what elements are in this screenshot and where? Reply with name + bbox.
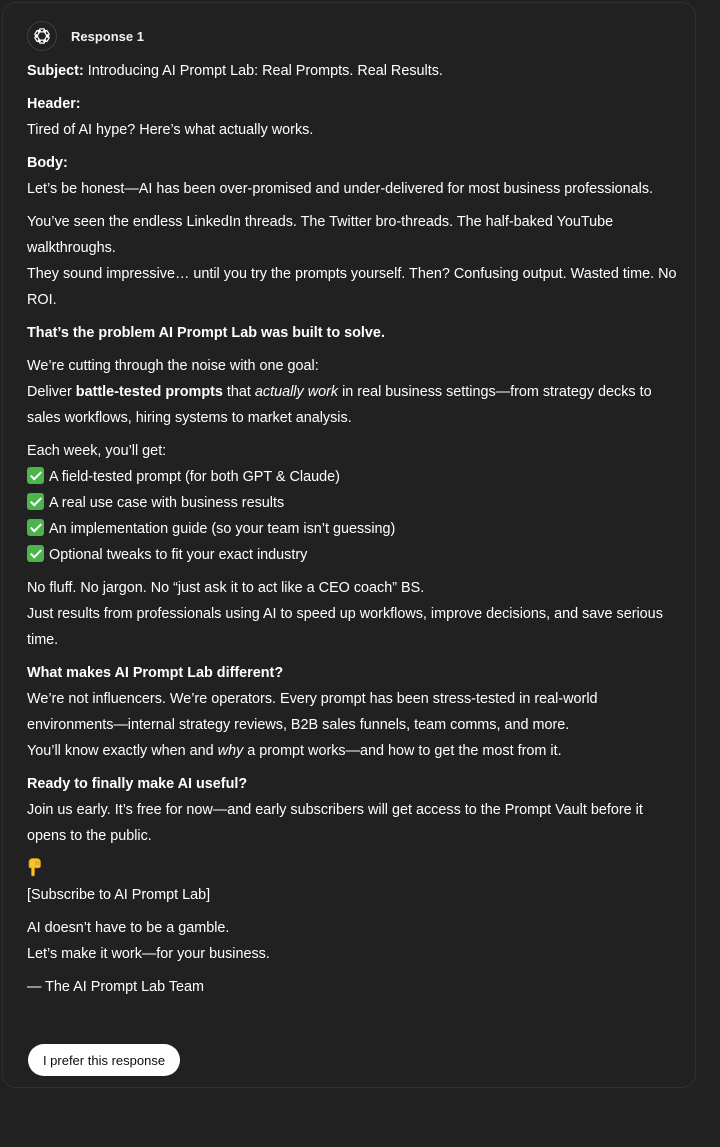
header-section [27, 91, 682, 143]
response-body [27, 58, 682, 1007]
checklist-item: An implementation guide (so your team isn’t guessing) [49, 521, 396, 537]
closing-line-1: AI doesn’t have to be a gamble. [27, 920, 230, 936]
check-mark-icon [27, 519, 44, 536]
subject-text: Introducing AI Prompt Lab: Real Prompts. Real Results. [83, 63, 443, 79]
subject-line [27, 58, 682, 84]
response-title: Response 1 [71, 28, 144, 44]
openai-logo-icon [27, 21, 57, 51]
different-heading: What makes AI Prompt Lab different? [27, 665, 284, 681]
checklist-item: A field-tested prompt (for both GPT & Claude) [49, 469, 340, 485]
no-fluff-paragraph [27, 575, 682, 653]
header-text: Tired of AI hype? Here’s what actually works. [27, 122, 314, 138]
closing-line-2: Let’s make it work—for your business. [27, 946, 270, 962]
different-line-1: We’re not influencers. We’re operators. Every prompt has been stress-tested in real-world environments—internal strategy reviews, B2B sales funnels, team comms, and more. [27, 691, 598, 733]
check-mark-icon [27, 545, 44, 562]
weekly-list [27, 438, 682, 568]
goal-part-1: Deliver [27, 384, 76, 400]
different-line-2-italic: why [217, 743, 244, 759]
body-intro [27, 150, 682, 202]
response-card [2, 2, 696, 1088]
body-paragraph-1: Let’s be honest—AI has been over-promised and under-delivered for most business professionals. [27, 181, 654, 197]
body-paragraph-2-line-2: They sound impressive… until you try the prompts yourself. Then? Confusing output. Wasted time. No ROI. [27, 266, 677, 308]
prefer-response-button[interactable]: I prefer this response [28, 1044, 180, 1076]
checklist-item: A real use case with business results [49, 495, 285, 511]
different-line-2-part-1: You’ll know exactly when and [27, 743, 218, 759]
subscribe-section [27, 856, 682, 908]
response-header [27, 21, 144, 51]
check-mark-icon [27, 467, 44, 484]
body-paragraph-2 [27, 209, 682, 313]
goal-paragraph [27, 353, 682, 431]
goal-italic: actually work [254, 384, 339, 400]
ready-section [27, 771, 682, 849]
header-label: Header: [27, 96, 81, 112]
problem-statement-text: That’s the problem AI Prompt Lab was built to solve. [27, 325, 385, 341]
different-line-2-part-2: a prompt works—and how to get the most from it. [243, 743, 562, 759]
goal-bold: battle-tested prompts [75, 384, 223, 400]
ready-text: Join us early. It’s free for now—and early subscribers will get access to the Prompt Vault before it opens to the public. [27, 802, 643, 844]
goal-part-3: in real business settings—from strategy decks to sales workflows, hiring systems to market analysis. [27, 384, 652, 426]
body-paragraph-2-line-1: You’ve seen the endless LinkedIn threads. The Twitter bro-threads. The half-baked YouTube walkthroughs. [27, 214, 614, 256]
pointing-down-hand-icon [27, 857, 43, 877]
subscribe-cta: [Subscribe to AI Prompt Lab] [27, 887, 211, 903]
ready-heading: Ready to finally make AI useful? [27, 776, 248, 792]
problem-statement [27, 320, 682, 346]
checklist-item: Optional tweaks to fit your exact industry [49, 547, 308, 563]
check-mark-icon [27, 493, 44, 510]
closing-section [27, 915, 682, 967]
no-fluff-line-2: Just results from professionals using AI to speed up workflows, improve decisions, and save serious time. [27, 606, 663, 648]
signature: — The AI Prompt Lab Team [27, 979, 205, 995]
body-label: Body: [27, 155, 68, 171]
weekly-intro: Each week, you’ll get: [27, 443, 167, 459]
goal-intro: We’re cutting through the noise with one goal: [27, 358, 319, 374]
subject-label: Subject: [27, 63, 84, 79]
different-section [27, 660, 682, 764]
signature-section [27, 974, 682, 1000]
no-fluff-line-1: No fluff. No jargon. No “just ask it to act like a CEO coach” BS. [27, 580, 425, 596]
goal-part-2: that [222, 384, 255, 400]
